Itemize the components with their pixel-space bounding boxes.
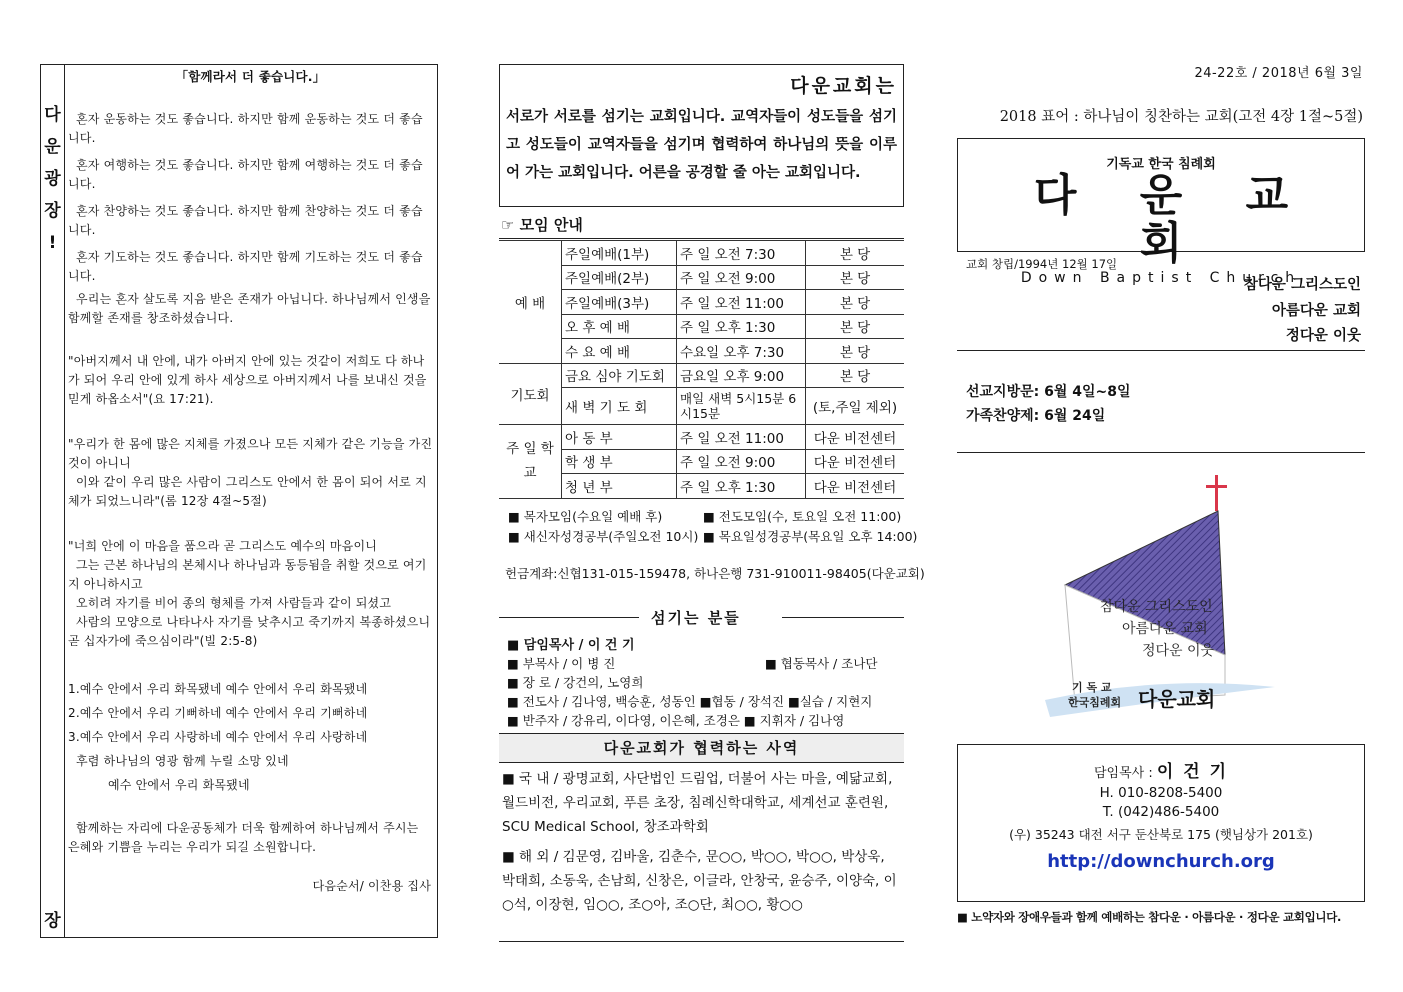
founded-date: 교회 창립/1994년 12월 17일 [966, 257, 1118, 271]
schedule-place: 본 당 [806, 363, 905, 388]
about-box [499, 64, 904, 207]
schedule-time: 주 일 오전 9:00 [677, 449, 806, 474]
logo-line: 아름다운 교회 [1122, 621, 1208, 637]
schedule-time: 수요일 오후 7:30 [677, 339, 806, 364]
schedule-heading: ☞ 모임 안내 [501, 216, 583, 234]
schedule-name: 주일예배(1부) [562, 241, 677, 266]
divider [499, 617, 639, 618]
divider [957, 452, 1365, 453]
essay-quote: 사람의 모양으로 나타나사 자기를 낮추시고 죽기까지 복종하셨으니 곧 십자가에 죽으심이라"(빌 2:5-8) [68, 615, 431, 648]
church-taglines [1244, 273, 1361, 350]
essay-quote: "아버지께서 내 안에, 내가 아버지 안에 있는 것같이 저희도 다 하나가 되어 우리 안에 있게 하사 세상으로 아버지께서 나를 보내신 것을 믿게 하옵소서"(요 17:21). [68, 354, 427, 406]
servants-heading: 섬기는 분들 [651, 609, 741, 627]
motto: 2018 표어 : 하나님이 칭찬하는 교회(고전 4장 1절~5절) [999, 109, 1363, 125]
schedule-place: 본 당 [806, 241, 905, 266]
essay-signature: 다음순서/ 이찬용 집사 [312, 879, 431, 893]
essay-title: 「함께라서 더 좋습니다.」 [175, 69, 326, 84]
divider [957, 350, 1365, 351]
table-row [499, 425, 904, 450]
pastor-line [958, 757, 1364, 782]
pastor-label: 담임목사 : [1094, 766, 1153, 781]
essay-paragraph: 혼자 운동하는 것도 좋습니다. 하지만 함께 운동하는 것도 더 좋습니다. [68, 112, 423, 145]
tagline: 참다운 그리스도인 [1243, 277, 1361, 293]
side-char: 광 [44, 169, 61, 189]
schedule-name: 새 벽 기 도 회 [562, 388, 677, 425]
essay-quote: 오히려 자기를 비어 종의 형체를 가져 사람들과 같이 되셨고 [76, 596, 392, 610]
church-english-name: Down Baptist Church [1020, 270, 1302, 286]
logo-line: 정다운 이웃 [1142, 643, 1215, 659]
schedule-name: 학 생 부 [562, 449, 677, 474]
schedule-time: 주 일 오전 9:00 [677, 265, 806, 290]
schedule-place: 본 당 [806, 290, 905, 315]
issue-number: 24-22호 / 2018년 6월 3일 [1194, 66, 1363, 81]
schedule-time: 매일 새벽 5시15분 6시15분 [677, 388, 806, 425]
about-heading: 다운교회는 [790, 75, 897, 97]
note: ■ 목자모임(수요일 예배 후) [508, 509, 663, 524]
essay-paragraph: 우리는 혼자 살도록 지음 받은 존재가 아닙니다. 하나님께서 인생을 함께할 존재를 창조하셨습니다. [68, 292, 431, 325]
essay-quote: "너희 안에 이 마음을 품으라 곧 그리스도 예수의 마음이니 [68, 539, 378, 553]
about-text: 서로가 서로를 섬기는 교회입니다. 교역자들이 성도들을 섬기고 성도들이 교역자들을 섬기며 협력하여 하나님의 뜻을 이루어 가는 교회입니다. 어른을 공경할 줄 아는 교회입니다. [506, 109, 897, 181]
servant-line: ■ 반주자 / 강유리, 이다영, 이은혜, 조경은 ■ 지휘자 / 김나영 [507, 713, 845, 728]
schedule-category: 예 배 [499, 241, 562, 364]
address: (우) 35243 대전 서구 둔산북로 175 (햇님상가 201호) [1009, 827, 1313, 842]
logo-sub: 한국침례회 [1068, 696, 1122, 709]
column-essay [40, 64, 438, 938]
divider [499, 238, 904, 239]
side-char: ! [48, 233, 57, 253]
schedule-place: 본 당 [806, 314, 905, 339]
essay-closing: 함께하는 자리에 다운공동체가 더욱 함께하여 하나님께서 주시는 은혜와 기쁨을 누리는 우리가 되길 소원합니다. [68, 821, 419, 854]
cross-icon [1206, 475, 1227, 511]
schedule-time: 금요일 오후 9:00 [677, 363, 806, 388]
schedule-time: 주 일 오후 1:30 [677, 314, 806, 339]
schedule-place: 본 당 [806, 265, 905, 290]
schedule-name: 청 년 부 [562, 474, 677, 499]
ministries-overseas: ■ 해 외 / 김문영, 김바울, 김춘수, 문○○, 박○○, 박○○, 박상욱, 박태희, 소동욱, 손남희, 신창은, 이글라, 안창국, 윤승주, 이양숙, 이○석, 이장현, 임○○, 조○아, 조○단, 최○○, 황○○ [502, 849, 897, 913]
song-line: 1.예수 안에서 우리 화목됐네 예수 안에서 우리 화목됐네 [68, 682, 368, 696]
logo-name: 다운교회 [1138, 687, 1216, 711]
note: ■ 새신자성경공부(주일오전 10시) [508, 529, 699, 544]
essay-paragraph: 혼자 여행하는 것도 좋습니다. 하지만 함께 여행하는 것도 더 좋습니다. [68, 158, 423, 191]
schedule-time: 주 일 오전 11:00 [677, 290, 806, 315]
song-line: 후렴 하나님의 영광 함께 누릴 소망 있네 [76, 754, 289, 768]
servant-line: ■ 전도사 / 김나영, 백승훈, 성동인 ■협동 / 장석진 ■실습 / 지현지 [507, 694, 873, 709]
note: ■ 목요일성경공부(목요일 오후 14:00) [703, 529, 918, 544]
essay-paragraph: 혼자 찬양하는 것도 좋습니다. 하지만 함께 찬양하는 것도 더 좋습니다. [68, 204, 423, 237]
schedule-name: 아 동 부 [562, 425, 677, 450]
events [966, 380, 1131, 428]
schedule-place: 다운 비전센터 [806, 425, 905, 450]
schedule-name: 수 요 예 배 [562, 339, 677, 364]
essay-quote: 그는 근본 하나님의 본체시나 하나님과 동등됨을 취할 것으로 여기지 아니하시고 [68, 558, 427, 591]
church-denomination: 기독교 한국 침례회 [1106, 157, 1216, 172]
schedule-category: 주 일 학 교 [499, 425, 562, 499]
schedule-place: 다운 비전센터 [806, 449, 905, 474]
divider [499, 941, 904, 942]
schedule-place: (토,주일 제외) [806, 388, 905, 425]
church-logo [1040, 465, 1285, 735]
ministries-domestic: ■ 국 내 / 광명교회, 사단법인 드림업, 더불어 사는 마을, 예닮교회, 월드비전, 우리교회, 푸른 초장, 침례신학대학교, 세계선교 훈련원, SCU Medical School, 창조과학회 [502, 771, 893, 835]
side-char: 장 [44, 201, 61, 221]
schedule-place: 다운 비전센터 [806, 474, 905, 499]
schedule-name: 주일예배(2부) [562, 265, 677, 290]
servant-line: ■ 담임목사 / 이 건 기 [507, 638, 635, 653]
website-link[interactable]: http://downchurch.org [1047, 851, 1275, 872]
schedule-name: 금요 심야 기도회 [562, 363, 677, 388]
schedule-name: 오 후 예 배 [562, 314, 677, 339]
event-item: 선교지방문: 6월 4일~8일 [966, 384, 1131, 400]
essay-paragraph: 혼자 기도하는 것도 좋습니다. 하지만 함께 기도하는 것도 더 좋습니다. [68, 250, 423, 283]
side-title [41, 65, 65, 937]
ministries-header [499, 733, 904, 763]
essay-body [68, 65, 433, 896]
side-char: 다 [44, 105, 61, 125]
schedule-name: 주일예배(3부) [562, 290, 677, 315]
account-info: 헌금계좌:신협131-015-159478, 하나은행 731-910011-98405(다운교회) [505, 566, 925, 581]
essay-quote: 이와 같이 우리 많은 사람이 그리스도 안에서 한 몸이 되어 서로 지체가 되었느니라"(롬 12장 4절~5절) [68, 475, 427, 508]
side-char: 운 [44, 137, 61, 157]
logo-line: 참다운 그리스도인 [1100, 599, 1213, 615]
note: ■ 전도모임(수, 토요일 오전 11:00) [703, 509, 902, 524]
schedule-time: 주 일 오전 7:30 [677, 241, 806, 266]
ministries-heading: 다운교회가 협력하는 사역 [603, 739, 800, 757]
servant-line: ■ 협동목사 / 조나단 [765, 656, 878, 671]
event-item: 가족찬양제: 6월 24일 [966, 408, 1106, 424]
telephone: T. (042)486-5400 [1102, 804, 1220, 820]
servant-line: ■ 장 로 / 강건의, 노영희 [507, 675, 644, 690]
contact-box [957, 744, 1365, 902]
song-line: 3.예수 안에서 우리 사랑하네 예수 안에서 우리 사랑하네 [68, 730, 368, 744]
pastor-name: 이 건 기 [1156, 762, 1228, 782]
essay-quote: "우리가 한 몸에 많은 지체를 가졌으나 모든 지체가 같은 기능을 가진 것이 아니니 [68, 437, 433, 470]
table-row [499, 363, 904, 388]
schedule-time: 주 일 오후 1:30 [677, 474, 806, 499]
schedule-time: 주 일 오전 11:00 [677, 425, 806, 450]
tagline: 정다운 이웃 [1285, 328, 1361, 344]
tagline: 아름다운 교회 [1271, 302, 1361, 319]
footer-note: ■ 노약자와 장애우들과 함께 예배하는 참다운 · 아름다운 · 정다운 교회입니다. [957, 910, 1342, 924]
servant-line: ■ 부목사 / 이 병 진 [507, 656, 616, 671]
schedule-table [499, 240, 904, 499]
side-char-bottom: 장 [44, 911, 61, 931]
song-line: 예수 안에서 우리 화목됐네 [108, 778, 250, 792]
song-line: 2.예수 안에서 우리 기뻐하네 예수 안에서 우리 기뻐하네 [68, 706, 368, 720]
divider [782, 617, 904, 618]
logo-sub: 기 독 교 [1072, 681, 1112, 694]
schedule-place: 본 당 [806, 339, 905, 364]
church-name: 다 운 교 회 [1033, 170, 1313, 269]
table-row [499, 241, 904, 266]
schedule-category: 기도회 [499, 363, 562, 425]
phone: H. 010-8208-5400 [1099, 785, 1223, 801]
